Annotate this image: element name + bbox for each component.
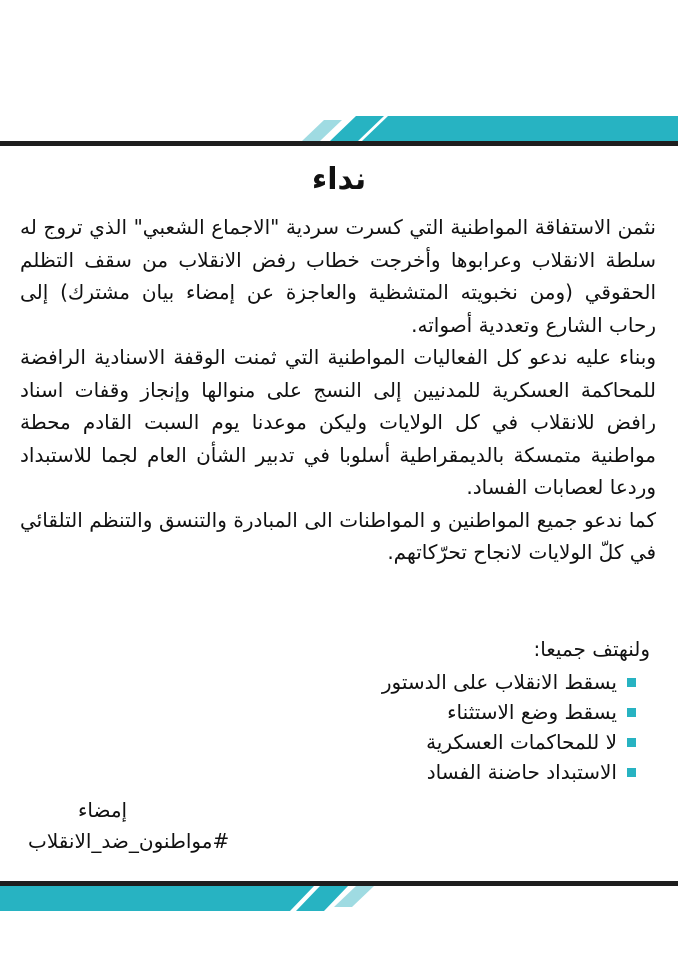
square-bullet-icon [627, 708, 636, 717]
top-band-accent-stripe [362, 116, 678, 141]
paragraph-1: نثمن الاستفاقة المواطنية التي كسرت سردية "الاجماع الشعبي" الذي تروج له سلطة الانقلاب وعرابوها وأخرجت خطاب رفض الانقلاب من سقف التظلم الحقوقي (ومن نخبويته المتشظية والعاجزة عن إمضاء بيان مشترك) إلى رحاب الشارع وتعددية أصواته. [20, 215, 656, 337]
square-bullet-icon [627, 768, 636, 777]
slogans-list [382, 667, 636, 787]
slogan-text: لا للمحاكمات العسكرية [426, 730, 617, 754]
bottom-band-accent-stripe [0, 886, 314, 911]
square-bullet-icon [627, 678, 636, 687]
paragraph-3: كما ندعو جميع المواطنين و المواطنات الى المبادرة والتنسق والتنظم التلقائي في كلّ الولايات لانجاح تحرّكاتهم. [20, 507, 656, 564]
top-band-dark-stripe [0, 141, 678, 146]
signature-hashtag: #مواطنون_ضد_الانقلاب [28, 829, 230, 853]
page-title: نداء [311, 162, 367, 197]
top-band-graphic [0, 112, 678, 148]
top-decorative-band [0, 112, 678, 148]
square-bullet-icon [627, 738, 636, 747]
slogans-intro: ولنهتف جميعا: [533, 637, 650, 661]
signature-label: إمضاء [78, 798, 128, 822]
slogan-item [382, 757, 636, 787]
bottom-band-dark-stripe [0, 881, 678, 886]
slogan-text: الاستبداد حاضنة الفساد [426, 760, 617, 784]
statement-body [20, 211, 656, 569]
slogan-item [382, 667, 636, 697]
paragraph-2: وبناء عليه ندعو كل الفعاليات المواطنية التي ثمنت الوقفة الاسنادية الرافضة للمحاكمة العسكرية للمدنيين إلى النسج على منوالها وإنجاز وقفات اسناد رافض للانقلاب في كل الولايات وليكن موعدنا يوم السبت القادم محطة مواطنية متمسكة بالديمقراطية أسلوبا في تدبير الشأن العام لجما للاستبداد وردعا لعصابات الفساد. [20, 345, 656, 499]
bottom-band-graphic [0, 879, 678, 915]
slogan-text: يسقط وضع الاستثناء [447, 700, 617, 724]
slogan-item [382, 697, 636, 727]
bottom-decorative-band [0, 879, 678, 915]
slogan-item [382, 727, 636, 757]
slogan-text: يسقط الانقلاب على الدستور [381, 670, 617, 694]
